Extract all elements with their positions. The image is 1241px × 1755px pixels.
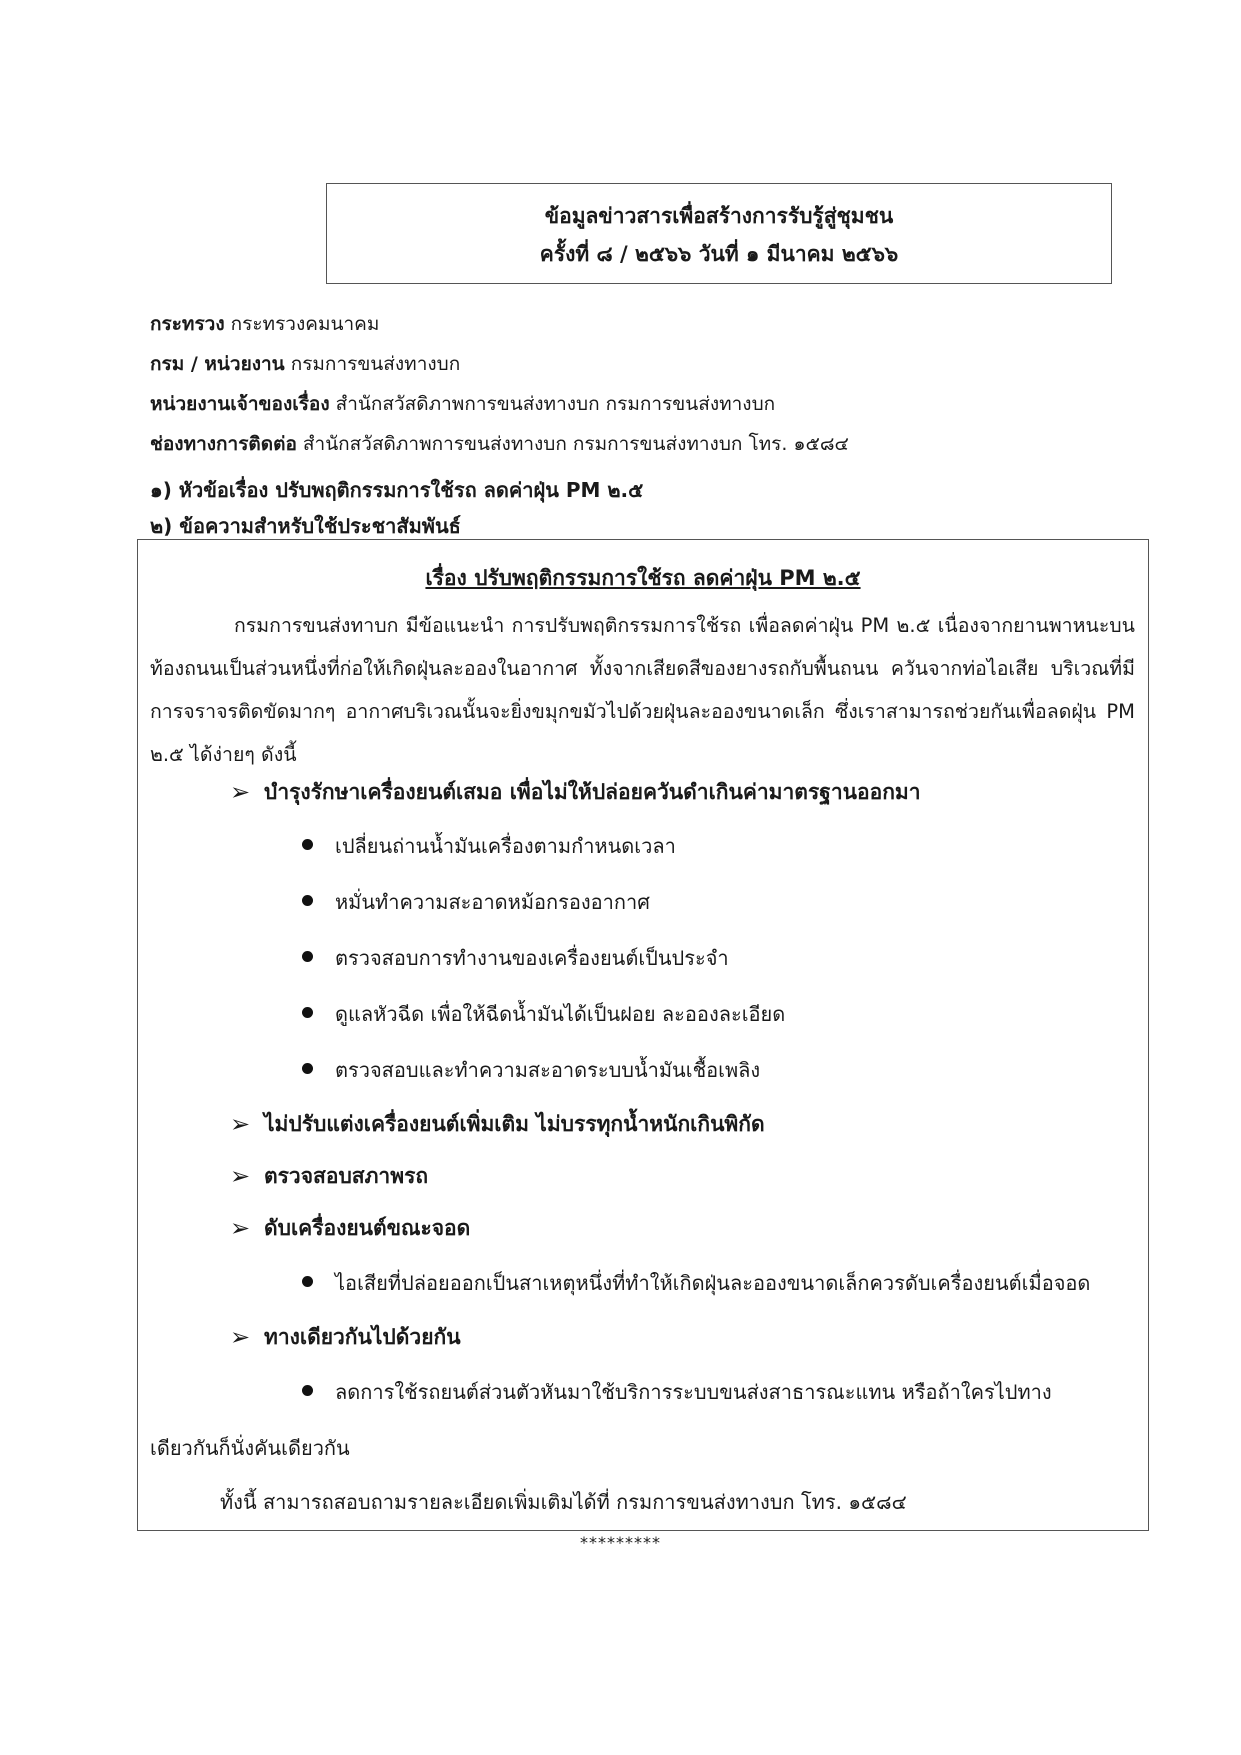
owner-label: หน่วยงานเจ้าของเรื่อง — [150, 393, 330, 415]
pr-message-box — [137, 539, 1149, 1531]
bullet-text: หมั่นทำความสะอาดหม้อกรองอากาศ — [335, 890, 650, 914]
topic-5-bullet-1 — [302, 1376, 1052, 1408]
contact-label: ช่องทางการติดต่อ — [150, 433, 297, 455]
bullet-text: ตรวจสอบการทำงานของเครื่องยนต์เป็นประจำ — [335, 946, 729, 970]
arrow-bullet-icon: ➢ — [230, 1214, 251, 1242]
topic-4 — [230, 1212, 470, 1245]
ministry-line — [150, 309, 379, 339]
topic-4-bullet-1 — [302, 1267, 1090, 1299]
bulletin-issue-date: ครั้งที่ ๘ / ๒๕๖๖ วันที่ ๑ มีนาคม ๒๕๖๖ — [539, 242, 899, 266]
topic-3 — [230, 1160, 428, 1193]
bullet-dot-icon — [302, 951, 313, 962]
topic-3-label: ตรวจสอบสภาพรถ — [264, 1164, 429, 1188]
bullet-continuation: เดียวกันก็นั่งคันเดียวกัน — [150, 1436, 350, 1460]
bullet-text: ดูแลหัวฉีด เพื่อให้ฉีดน้ำมันได้เป็นฝอย ละอองละเอียด — [335, 1002, 786, 1026]
bullet-text: ตรวจสอบและทำความสะอาดระบบน้ำมันเชื้อเพลิง — [335, 1058, 761, 1082]
section-2-heading: ๒) ข้อความสำหรับใช้ประชาสัมพันธ์ — [150, 514, 461, 538]
section-1-heading: ๑) หัวข้อเรื่อง ปรับพฤติกรรมการใช้รถ ลดค่าฝุ่น PM ๒.๕ — [150, 478, 644, 502]
arrow-bullet-icon: ➢ — [230, 1162, 251, 1190]
topic-1-bullet-3 — [302, 942, 729, 974]
contact-value: สำนักสวัสดิภาพการขนส่งทางบก กรมการขนส่งทางบก โทร. ๑๕๘๔ — [302, 433, 849, 455]
topic-2-label: ไม่ปรับแต่งเครื่องยนต์เพิ่มเติม ไม่บรรทุกน้ำหนักเกินพิกัด — [264, 1112, 765, 1136]
bullet-text: ลดการใช้รถยนต์ส่วนตัวหันมาใช้บริการระบบขนส่งสาธารณะแทน หรือถ้าใครไปทาง — [335, 1380, 1052, 1404]
topic-1-bullet-1 — [302, 830, 676, 862]
topic-1-label: บำรุงรักษาเครื่องยนต์เสมอ เพื่อไม่ให้ปล่อยควันดำเกินค่ามาตรฐานออกมา — [264, 780, 921, 804]
bullet-dot-icon — [302, 839, 313, 850]
topic-1 — [230, 776, 921, 809]
department-label: กรม / หน่วยงาน — [150, 353, 285, 375]
topic-1-bullet-4 — [302, 998, 785, 1030]
department-value: กรมการขนส่งทางบก — [290, 353, 461, 375]
pr-intro-paragraph: กรมการขนส่งทาบก มีข้อแนะนำ การปรับพฤติกรรมการใช้รถ เพื่อลดค่าฝุ่น PM ๒.๕ เนื่องจากยานพาหนะบนท้องถนนเป็นส่วนหนึ่งที่ก่อให้เกิดฝุ่นละอองในอากาศ ทั้งจากเสียดสีของยางรถกับพื้นถนน ควันจากท่อไอเสีย บริเวณที่มีการจราจรติดขัดมากๆ อากาศบริเวณนั้นจะยิ่งขมุกขมัวไปด้วยฝุ่นละอองขนาดเล็ก ซึ่งเราสามารถช่วยกันเพื่อลดฝุ่น PM ๒.๕ ได้ง่ายๆ ดังนี้ — [150, 614, 1135, 766]
arrow-bullet-icon: ➢ — [230, 778, 251, 806]
closing-line: ทั้งนี้ สามารถสอบถามรายละเอียดเพิ่มเติมได้ที่ กรมการขนส่งทางบก โทร. ๑๕๘๔ — [220, 1490, 907, 1514]
ministry-label: กระทรวง — [150, 313, 225, 335]
topic-4-label: ดับเครื่องยนต์ขณะจอด — [264, 1216, 471, 1240]
arrow-bullet-icon: ➢ — [230, 1323, 251, 1351]
bulletin-title: ข้อมูลข่าวสารเพื่อสร้างการรับรู้สู่ชุมชน — [544, 204, 894, 228]
bulletin-header-box — [326, 183, 1112, 284]
contact-line — [150, 429, 849, 459]
end-mark: ********* — [580, 1533, 661, 1552]
bullet-dot-icon — [302, 895, 313, 906]
owner-value: สำนักสวัสดิภาพการขนส่งทางบก กรมการขนส่งทางบก — [335, 393, 776, 415]
topic-2 — [230, 1108, 765, 1141]
topic-1-bullet-5 — [302, 1054, 760, 1086]
bullet-text: ไอเสียที่ปล่อยออกเป็นสาเหตุหนึ่งที่ทำให้เกิดฝุ่นละอองขนาดเล็กควรดับเครื่องยนต์เมื่อจอด — [335, 1271, 1091, 1295]
bullet-text: เปลี่ยนถ่านน้ำมันเครื่องตามกำหนดเวลา — [335, 834, 676, 858]
bullet-dot-icon — [302, 1276, 313, 1287]
bullet-dot-icon — [302, 1063, 313, 1074]
bullet-dot-icon — [302, 1385, 313, 1396]
bullet-dot-icon — [302, 1007, 313, 1018]
ministry-value: กระทรวงคมนาคม — [230, 313, 380, 335]
arrow-bullet-icon: ➢ — [230, 1110, 251, 1138]
topic-5-label: ทางเดียวกันไปด้วยกัน — [264, 1325, 461, 1349]
pr-title: เรื่อง ปรับพฤติกรรมการใช้รถ ลดค่าฝุ่น PM ๒.๕ — [425, 566, 861, 590]
topic-1-bullet-2 — [302, 886, 650, 918]
owner-line — [150, 389, 775, 419]
department-line — [150, 349, 460, 379]
topic-5 — [230, 1321, 461, 1354]
